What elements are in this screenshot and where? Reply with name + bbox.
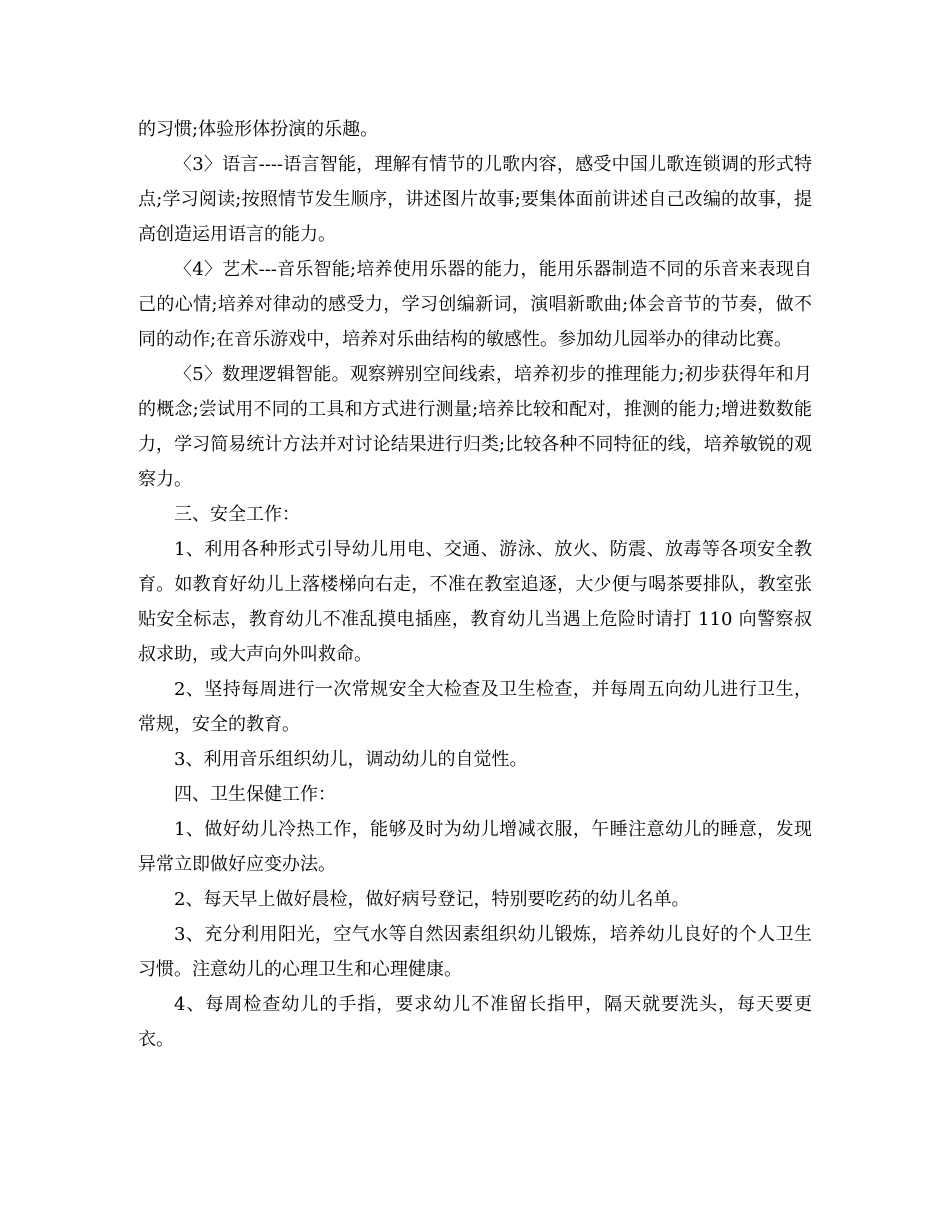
paragraph-continuation: 的习惯;体验形体扮演的乐趣。 bbox=[138, 119, 379, 140]
paragraph-safety-3: 3、利用音乐组织幼儿，调动幼儿的自觉性。 bbox=[174, 749, 528, 770]
paragraph-safety-2: 2、坚持每周进行一次常规安全大检查及卫生检查，并每周五向幼儿进行卫生，常规，安全的教育。 bbox=[138, 679, 812, 735]
paragraph-health-2: 2、每天早上做好晨检，做好病号登记，特别要吃药的幼儿名单。 bbox=[174, 889, 690, 910]
paragraph-health-4: 4、每周检查幼儿的手指，要求幼儿不准留长指甲，隔天就要洗头，每天要更衣。 bbox=[138, 994, 812, 1050]
paragraph-logic: 〈5〉数理逻辑智能。观察辨别空间线索，培养初步的推理能力;初步获得年和月的概念;尝试用不同的工具和方式进行测量;培养比较和配对，推测的能力;增进数数能力，学习简易统计方法并对讨论结果进行归类;比较各种不同特征的线，培养敏锐的观察力。 bbox=[138, 364, 812, 490]
paragraph-health-1: 1、做好幼儿冷热工作，能够及时为幼儿增减衣服，午睡注意幼儿的睡意，发现异常立即做好应变办法。 bbox=[138, 819, 812, 875]
paragraph-art: 〈4〉艺术---音乐智能;培养使用乐器的能力，能用乐器制造不同的乐音来表现自己的心情;培养对律动的感受力，学习创编新词，演唱新歌曲;体会音节的节奏，做不同的动作;在音乐游戏中，培养对乐曲结构的敏感性。参加幼儿园举办的律动比赛。 bbox=[138, 259, 812, 350]
section-heading-health: 四、卫生保健工作： bbox=[174, 784, 336, 805]
paragraph-language: 〈3〉语言----语言智能，理解有情节的儿歌内容，感受中国儿歌连锁调的形式特点;学习阅读;按照情节发生顺序，讲述图片故事;要集体面前讲述自己改编的故事，提高创造运用语言的能力。 bbox=[138, 154, 812, 245]
paragraph-health-3: 3、充分利用阳光，空气水等自然因素组织幼儿锻炼，培养幼儿良好的个人卫生习惯。注意幼儿的心理卫生和心理健康。 bbox=[138, 924, 812, 980]
section-heading-safety: 三、安全工作： bbox=[174, 504, 300, 525]
paragraph-safety-1: 1、利用各种形式引导幼儿用电、交通、游泳、放火、防震、放毒等各项安全教育。如教育好幼儿上落楼梯向右走，不准在教室追逐，大少便与喝茶要排队，教室张贴安全标志，教育幼儿不准乱摸电插座，教育幼儿当遇上危险时请打 110 向警察叔叔求助，或大声向外叫救命。 bbox=[138, 539, 812, 665]
